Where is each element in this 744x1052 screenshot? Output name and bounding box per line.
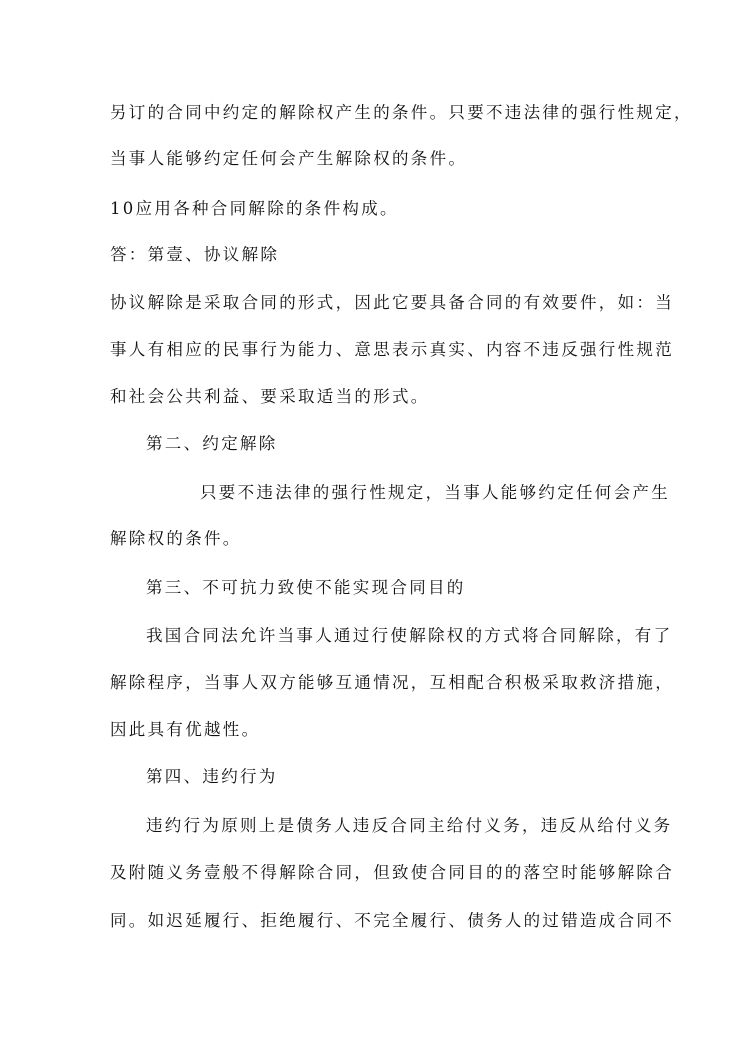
text-line-9: 只要不违法律的强行性规定，当事人能够约定任何会产生	[200, 483, 670, 502]
text-line-17: 及附随义务壹般不得解除合同，但致使合同目的的落空时能够解除合	[110, 863, 674, 882]
text-line-13: 解除程序，当事人双方能够互通情况，互相配合积极采取救济措施，	[110, 673, 674, 692]
text-line-1: 另订的合同中约定的解除权产生的条件。只要不违法律的强行性规定，	[110, 103, 693, 122]
section-heading-2: 第二、约定解除	[146, 434, 278, 453]
text-line-14: 因此具有优越性。	[110, 720, 261, 739]
text-line-3: 10应用各种合同解除的条件构成。	[110, 199, 399, 218]
text-line-5: 协议解除是采取合同的形式，因此它要具备合同的有效要件，如：当	[110, 293, 674, 312]
text-line-18: 同。如迟延履行、拒绝履行、不完全履行、债务人的过错造成合同不	[110, 911, 674, 930]
text-line-16: 违约行为原则上是债务人违反合同主给付义务，违反从给付义务	[146, 816, 673, 835]
text-line-6: 事人有相应的民事行为能力、意思表示真实、内容不违反强行性规范	[110, 340, 674, 359]
answer-heading: 答：第壹、协议解除	[110, 245, 280, 264]
text-line-12: 我国合同法允许当事人通过行使解除权的方式将合同解除，有了	[146, 626, 673, 645]
section-heading-3: 第三、不可抗力致使不能实现合同目的	[146, 578, 466, 597]
section-heading-4: 第四、违约行为	[146, 767, 278, 786]
text-line-2: 当事人能够约定任何会产生解除权的条件。	[110, 149, 468, 168]
text-line-10: 解除权的条件。	[110, 529, 242, 548]
text-line-7: 和社会公共利益、要采取适当的形式。	[110, 387, 430, 406]
